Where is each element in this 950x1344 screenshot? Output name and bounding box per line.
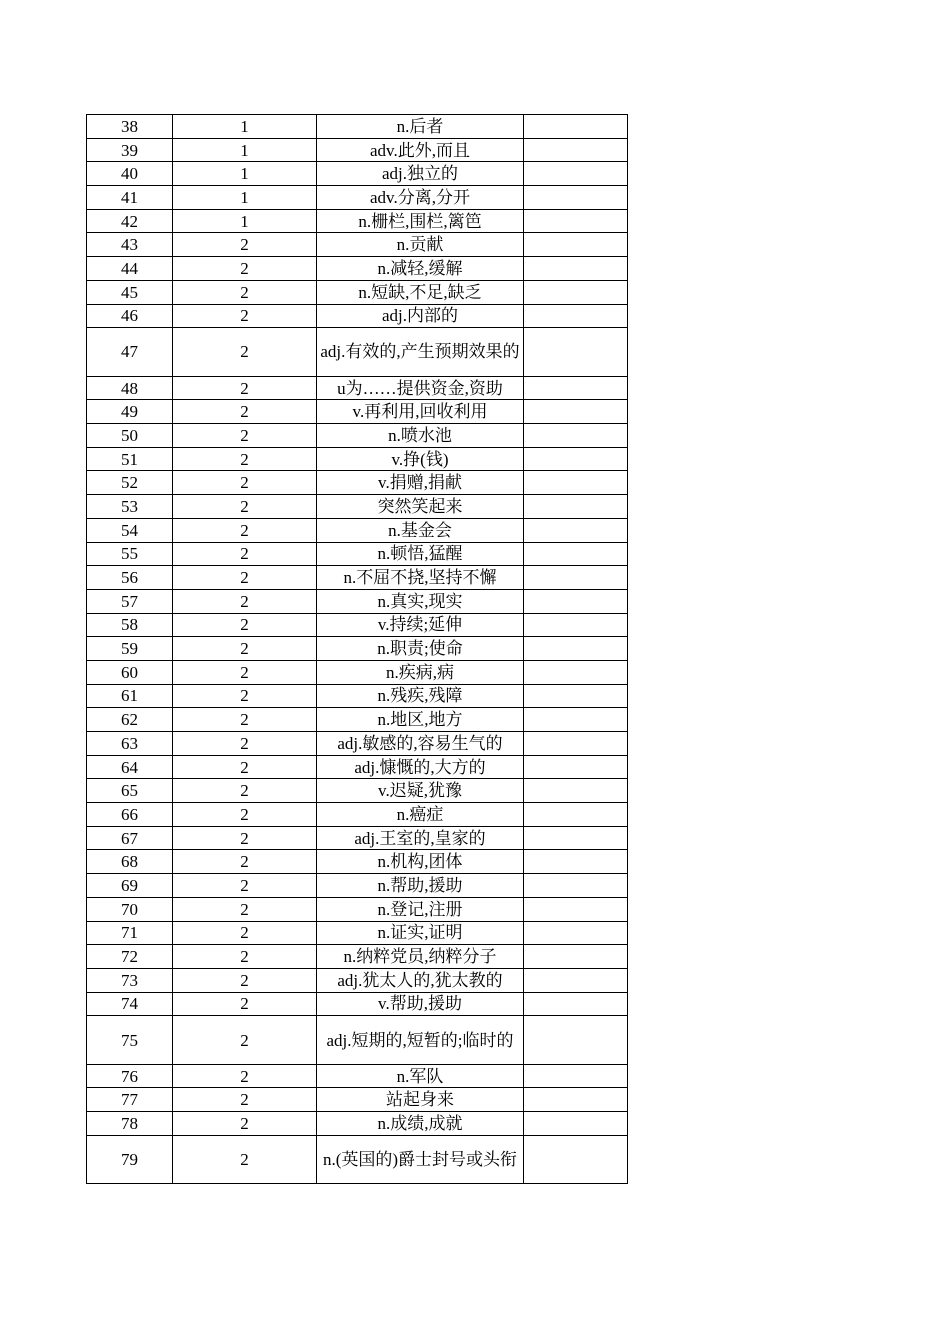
empty-cell [524, 1112, 628, 1136]
definition-cell: n.真实,现实 [317, 589, 524, 613]
level-cell: 2 [173, 424, 317, 448]
table-row [87, 874, 628, 898]
empty-cell [524, 566, 628, 590]
level-cell: 2 [173, 400, 317, 424]
empty-cell [524, 447, 628, 471]
level-cell: 2 [173, 708, 317, 732]
table-row [87, 589, 628, 613]
table-row [87, 968, 628, 992]
table-row [87, 162, 628, 186]
definition-cell: adj.犹太人的,犹太教的 [317, 968, 524, 992]
table-row [87, 684, 628, 708]
table-row [87, 1112, 628, 1136]
table-row [87, 1064, 628, 1088]
row-number-cell: 78 [87, 1112, 173, 1136]
level-cell: 2 [173, 1135, 317, 1184]
row-number-cell: 58 [87, 613, 173, 637]
level-cell: 1 [173, 162, 317, 186]
empty-cell [524, 471, 628, 495]
row-number-cell: 54 [87, 518, 173, 542]
definition-cell: v.捐赠,捐献 [317, 471, 524, 495]
level-cell: 2 [173, 992, 317, 1016]
table-row [87, 660, 628, 684]
level-cell: 2 [173, 518, 317, 542]
level-cell: 1 [173, 209, 317, 233]
empty-cell [524, 921, 628, 945]
level-cell: 2 [173, 921, 317, 945]
level-cell: 2 [173, 613, 317, 637]
empty-cell [524, 376, 628, 400]
row-number-cell: 49 [87, 400, 173, 424]
empty-cell [524, 280, 628, 304]
table-row [87, 803, 628, 827]
definition-cell: n.登记,注册 [317, 897, 524, 921]
table-row [87, 613, 628, 637]
definition-cell: n.纳粹党员,纳粹分子 [317, 945, 524, 969]
level-cell: 2 [173, 755, 317, 779]
table-row [87, 280, 628, 304]
row-number-cell: 73 [87, 968, 173, 992]
level-cell: 1 [173, 186, 317, 210]
definition-cell: n.短缺,不足,缺乏 [317, 280, 524, 304]
table-row [87, 186, 628, 210]
table-row [87, 732, 628, 756]
row-number-cell: 38 [87, 115, 173, 139]
table-row [87, 921, 628, 945]
empty-cell [524, 897, 628, 921]
empty-cell [524, 328, 628, 377]
row-number-cell: 74 [87, 992, 173, 1016]
row-number-cell: 70 [87, 897, 173, 921]
definition-cell: n.(英国的)爵士封号或头衔 [317, 1135, 524, 1184]
table-row [87, 1088, 628, 1112]
row-number-cell: 64 [87, 755, 173, 779]
table-row [87, 826, 628, 850]
table-row [87, 447, 628, 471]
definition-cell: n.残疾,残障 [317, 684, 524, 708]
definition-cell: n.减轻,缓解 [317, 257, 524, 281]
level-cell: 2 [173, 280, 317, 304]
level-cell: 2 [173, 542, 317, 566]
level-cell: 2 [173, 471, 317, 495]
row-number-cell: 60 [87, 660, 173, 684]
definition-cell: 站起身来 [317, 1088, 524, 1112]
row-number-cell: 79 [87, 1135, 173, 1184]
row-number-cell: 41 [87, 186, 173, 210]
row-number-cell: 50 [87, 424, 173, 448]
empty-cell [524, 1088, 628, 1112]
empty-cell [524, 257, 628, 281]
level-cell: 2 [173, 637, 317, 661]
table-row [87, 495, 628, 519]
definition-cell: v.帮助,援助 [317, 992, 524, 1016]
empty-cell [524, 138, 628, 162]
vocabulary-table [86, 114, 628, 1184]
table-row [87, 138, 628, 162]
table-row [87, 566, 628, 590]
definition-cell: adj.慷慨的,大方的 [317, 755, 524, 779]
level-cell: 2 [173, 589, 317, 613]
definition-cell: v.挣(钱) [317, 447, 524, 471]
row-number-cell: 69 [87, 874, 173, 898]
row-number-cell: 61 [87, 684, 173, 708]
definition-cell: n.成绩,成就 [317, 1112, 524, 1136]
definition-cell: adj.敏感的,容易生气的 [317, 732, 524, 756]
definition-cell: n.军队 [317, 1064, 524, 1088]
definition-cell: n.喷水池 [317, 424, 524, 448]
empty-cell [524, 162, 628, 186]
row-number-cell: 63 [87, 732, 173, 756]
row-number-cell: 42 [87, 209, 173, 233]
level-cell: 2 [173, 257, 317, 281]
level-cell: 2 [173, 945, 317, 969]
row-number-cell: 75 [87, 1016, 173, 1065]
table-row [87, 1016, 628, 1065]
definition-cell: n.证实,证明 [317, 921, 524, 945]
row-number-cell: 56 [87, 566, 173, 590]
row-number-cell: 43 [87, 233, 173, 257]
empty-cell [524, 968, 628, 992]
empty-cell [524, 755, 628, 779]
empty-cell [524, 826, 628, 850]
row-number-cell: 48 [87, 376, 173, 400]
row-number-cell: 67 [87, 826, 173, 850]
definition-cell: n.顿悟,猛醒 [317, 542, 524, 566]
level-cell: 2 [173, 304, 317, 328]
empty-cell [524, 1135, 628, 1184]
level-cell: 1 [173, 138, 317, 162]
definition-cell: v.再利用,回收利用 [317, 400, 524, 424]
table-row [87, 755, 628, 779]
empty-cell [524, 542, 628, 566]
definition-cell: n.栅栏,围栏,篱笆 [317, 209, 524, 233]
level-cell: 2 [173, 660, 317, 684]
row-number-cell: 76 [87, 1064, 173, 1088]
row-number-cell: 47 [87, 328, 173, 377]
empty-cell [524, 424, 628, 448]
empty-cell [524, 209, 628, 233]
table-row [87, 779, 628, 803]
level-cell: 2 [173, 968, 317, 992]
empty-cell [524, 684, 628, 708]
table-row [87, 257, 628, 281]
table-row [87, 945, 628, 969]
empty-cell [524, 589, 628, 613]
level-cell: 2 [173, 1016, 317, 1065]
table-row [87, 376, 628, 400]
level-cell: 1 [173, 115, 317, 139]
table-row [87, 850, 628, 874]
definition-cell: n.后者 [317, 115, 524, 139]
level-cell: 2 [173, 732, 317, 756]
level-cell: 2 [173, 684, 317, 708]
definition-cell: n.疾病,病 [317, 660, 524, 684]
level-cell: 2 [173, 566, 317, 590]
row-number-cell: 71 [87, 921, 173, 945]
level-cell: 2 [173, 328, 317, 377]
definition-cell: n.地区,地方 [317, 708, 524, 732]
definition-cell: n.癌症 [317, 803, 524, 827]
definition-cell: adj.王室的,皇家的 [317, 826, 524, 850]
definition-cell: n.不屈不挠,坚持不懈 [317, 566, 524, 590]
empty-cell [524, 708, 628, 732]
definition-cell: 突然笑起来 [317, 495, 524, 519]
definition-cell: n.帮助,援助 [317, 874, 524, 898]
row-number-cell: 55 [87, 542, 173, 566]
row-number-cell: 45 [87, 280, 173, 304]
row-number-cell: 65 [87, 779, 173, 803]
level-cell: 2 [173, 850, 317, 874]
table-row [87, 897, 628, 921]
level-cell: 2 [173, 803, 317, 827]
row-number-cell: 52 [87, 471, 173, 495]
level-cell: 2 [173, 1064, 317, 1088]
level-cell: 2 [173, 779, 317, 803]
empty-cell [524, 233, 628, 257]
table-row [87, 708, 628, 732]
definition-cell: v.持续;延伸 [317, 613, 524, 637]
table-row [87, 637, 628, 661]
vocabulary-table-body [87, 115, 628, 1184]
definition-cell: n.机构,团体 [317, 850, 524, 874]
table-row [87, 518, 628, 542]
empty-cell [524, 992, 628, 1016]
empty-cell [524, 1064, 628, 1088]
level-cell: 2 [173, 447, 317, 471]
row-number-cell: 72 [87, 945, 173, 969]
row-number-cell: 57 [87, 589, 173, 613]
table-row [87, 542, 628, 566]
table-row [87, 328, 628, 377]
empty-cell [524, 518, 628, 542]
definition-cell: n.职责;使命 [317, 637, 524, 661]
row-number-cell: 66 [87, 803, 173, 827]
table-row [87, 992, 628, 1016]
level-cell: 2 [173, 495, 317, 519]
empty-cell [524, 732, 628, 756]
empty-cell [524, 400, 628, 424]
empty-cell [524, 779, 628, 803]
row-number-cell: 77 [87, 1088, 173, 1112]
empty-cell [524, 660, 628, 684]
row-number-cell: 51 [87, 447, 173, 471]
definition-cell: u为……提供资金,资助 [317, 376, 524, 400]
empty-cell [524, 803, 628, 827]
empty-cell [524, 874, 628, 898]
table-row [87, 209, 628, 233]
table-row [87, 115, 628, 139]
empty-cell [524, 637, 628, 661]
row-number-cell: 62 [87, 708, 173, 732]
table-row [87, 424, 628, 448]
level-cell: 2 [173, 826, 317, 850]
empty-cell [524, 613, 628, 637]
definition-cell: adj.有效的,产生预期效果的 [317, 328, 524, 377]
empty-cell [524, 304, 628, 328]
row-number-cell: 68 [87, 850, 173, 874]
definition-cell: n.基金会 [317, 518, 524, 542]
table-row [87, 233, 628, 257]
empty-cell [524, 850, 628, 874]
level-cell: 2 [173, 233, 317, 257]
level-cell: 2 [173, 1112, 317, 1136]
level-cell: 2 [173, 874, 317, 898]
row-number-cell: 53 [87, 495, 173, 519]
table-row [87, 1135, 628, 1184]
table-row [87, 471, 628, 495]
level-cell: 2 [173, 897, 317, 921]
row-number-cell: 44 [87, 257, 173, 281]
level-cell: 2 [173, 376, 317, 400]
definition-cell: adv.分离,分开 [317, 186, 524, 210]
definition-cell: v.迟疑,犹豫 [317, 779, 524, 803]
definition-cell: adj.内部的 [317, 304, 524, 328]
row-number-cell: 59 [87, 637, 173, 661]
definition-cell: adj.短期的,短暂的;临时的 [317, 1016, 524, 1065]
row-number-cell: 40 [87, 162, 173, 186]
level-cell: 2 [173, 1088, 317, 1112]
definition-cell: adj.独立的 [317, 162, 524, 186]
empty-cell [524, 1016, 628, 1065]
empty-cell [524, 495, 628, 519]
table-row [87, 304, 628, 328]
empty-cell [524, 945, 628, 969]
row-number-cell: 39 [87, 138, 173, 162]
definition-cell: n.贡献 [317, 233, 524, 257]
table-row [87, 400, 628, 424]
row-number-cell: 46 [87, 304, 173, 328]
definition-cell: adv.此外,而且 [317, 138, 524, 162]
empty-cell [524, 115, 628, 139]
empty-cell [524, 186, 628, 210]
